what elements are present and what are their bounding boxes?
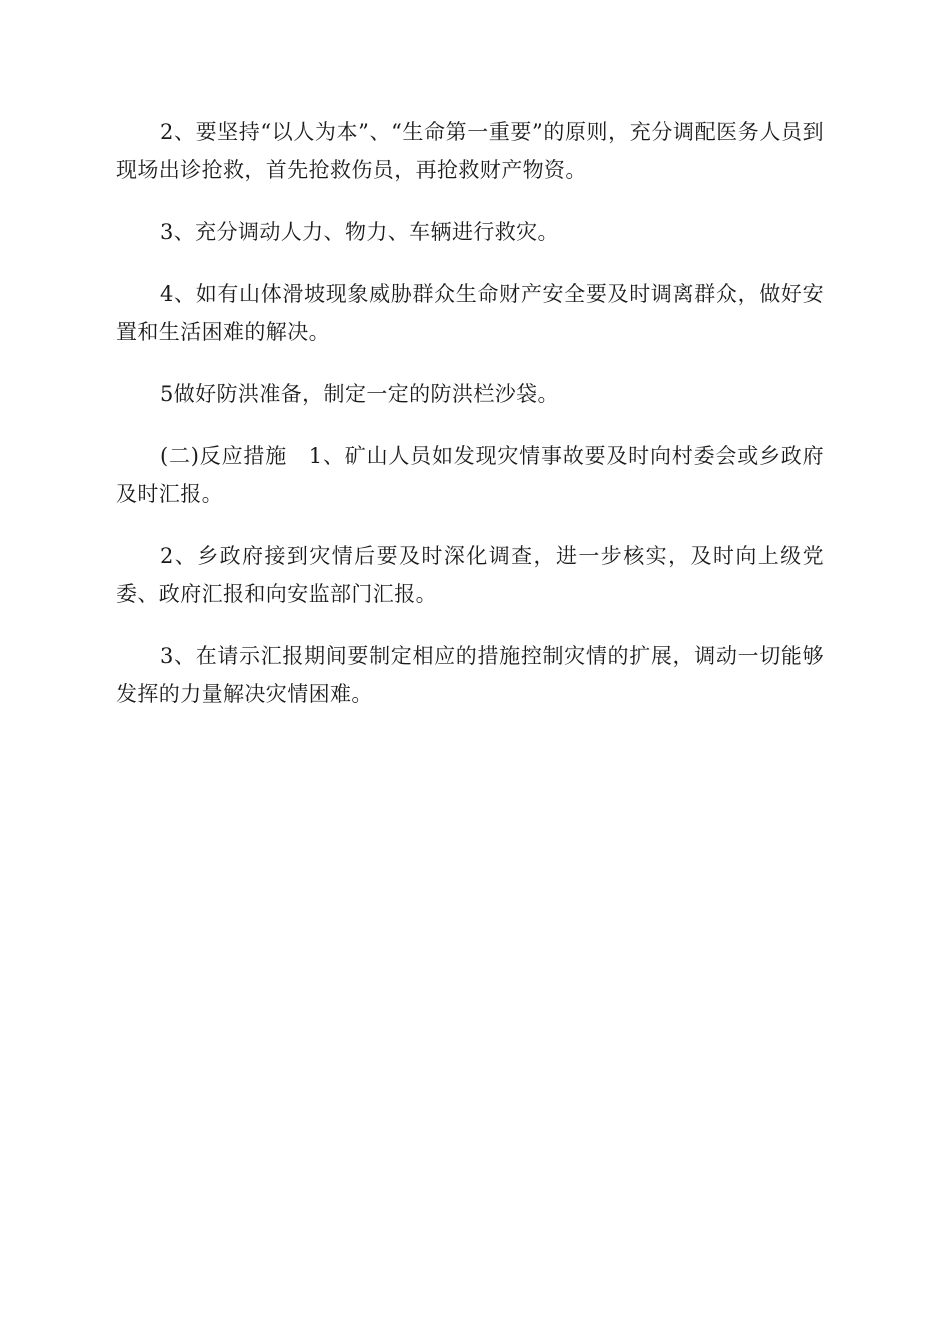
paragraph-4: 5做好防洪准备，制定一定的防洪栏沙袋。 [160, 382, 559, 406]
paragraph-5: (二)反应措施 1、矿山人员如发现灾情事故要及时向村委会或乡政府及时汇报。 [116, 444, 824, 506]
paragraph-7: 3、在请示汇报期间要制定相应的措施控制灾情的扩展，调动一切能够发挥的力量解决灾情困难。 [116, 644, 824, 706]
paragraph-2: 3、充分调动人力、物力、车辆进行救灾。 [160, 220, 559, 244]
paragraph-6: 2、乡政府接到灾情后要及时深化调查，进一步核实，及时向上级党委、政府汇报和向安监部门汇报。 [116, 544, 824, 606]
document-body [116, 113, 824, 737]
paragraph-3: 4、如有山体滑坡现象威胁群众生命财产安全要及时调离群众，做好安置和生活困难的解决。 [116, 282, 824, 344]
paragraph-1: 2、要坚持“以人为本”、“生命第一重要”的原则，充分调配医务人员到现场出诊抢救，首先抢救伤员，再抢救财产物资。 [116, 120, 824, 182]
